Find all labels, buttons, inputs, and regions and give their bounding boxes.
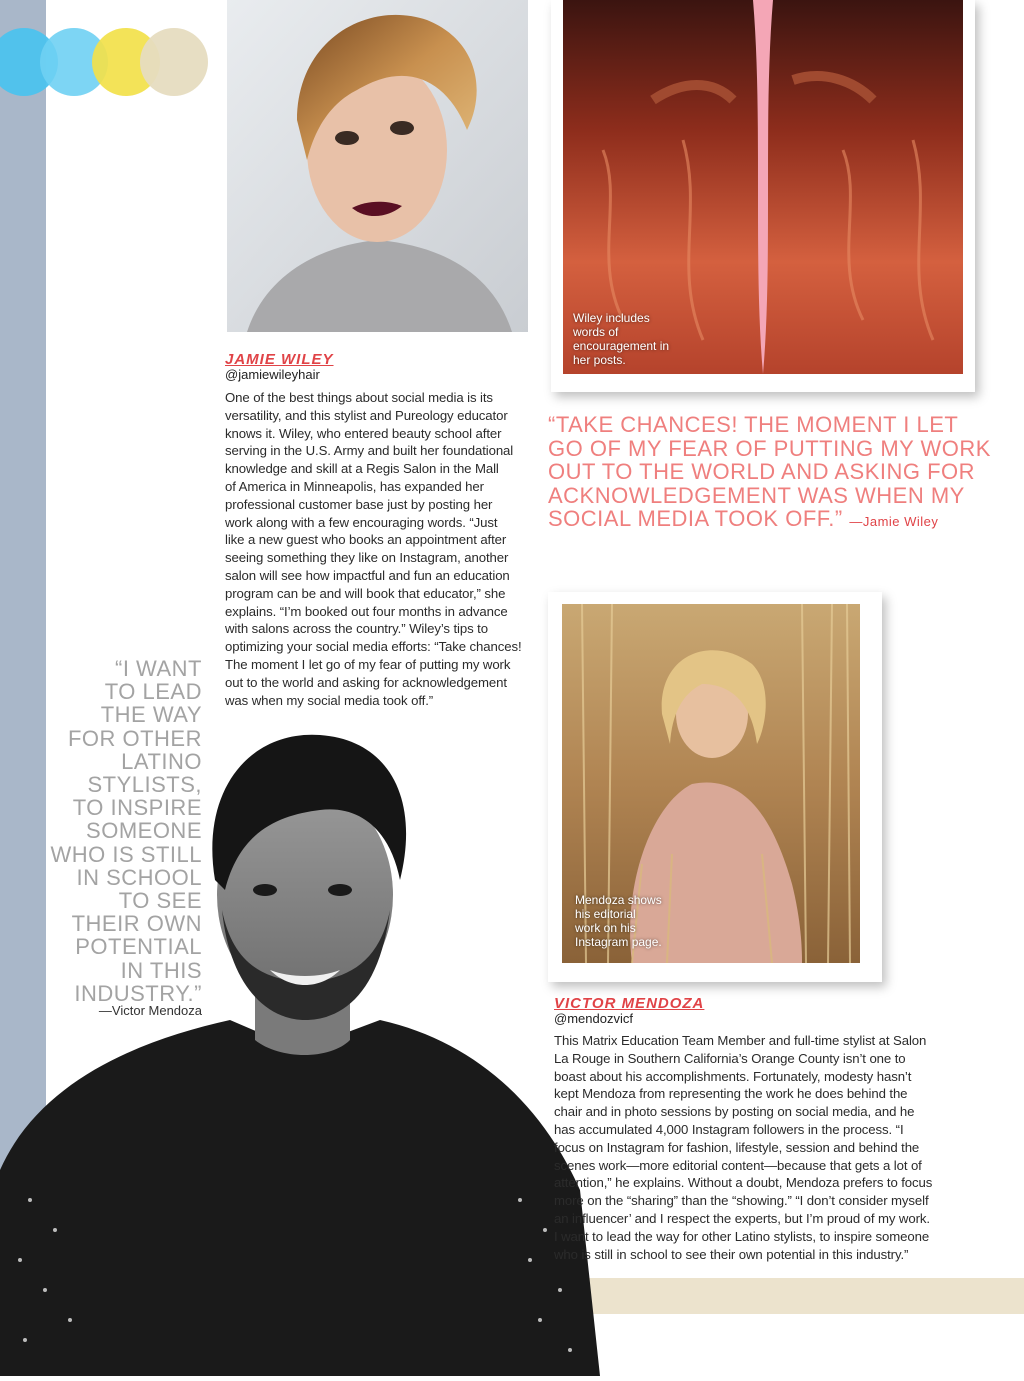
quote-line: ACKNOWLEDGEMENT WAS WHEN MY <box>548 482 965 508</box>
body-line: kept Mendoza from representing the work he does behind the <box>554 1086 908 1102</box>
mendoza-quote-attribution: —Victor Mendoza <box>98 1003 202 1018</box>
caption-line: his editorial <box>575 907 636 921</box>
quote-line: LATINO <box>121 748 202 774</box>
body-line: like a new guest who books an appointment after <box>225 532 507 548</box>
body-line: boast about his accomplishments. Fortunately, modesty hasn’t <box>554 1068 912 1084</box>
body-line: I want to lead the way for other Latino stylists, to inspire someone <box>554 1228 930 1244</box>
quote-line: POTENTIAL <box>75 934 202 960</box>
caption-line: work on his <box>575 921 636 935</box>
caption-line: words of <box>573 325 619 339</box>
quote-line <box>548 507 988 534</box>
body-line: out to the world and asking for acknowledgement <box>225 674 507 690</box>
body-line: has accumulated 4,000 Instagram followers in the process. “I <box>554 1121 904 1137</box>
body-line: more on the “sharing” than the “showing.” “I don’t consider myself <box>554 1193 929 1209</box>
mendoza-name-heading: VICTOR MENDOZA <box>554 995 705 1012</box>
body-line: professional customer base just by posting her <box>225 496 493 512</box>
mendoza-portrait-photo <box>0 720 600 1376</box>
mendoza-handle: @mendozvicf <box>554 1011 633 1026</box>
quote-line: OUT TO THE WORLD AND ASKING FOR <box>548 459 976 484</box>
body-line: One of the best things about social media is its <box>225 390 493 405</box>
mendoza-editorial-photo <box>562 604 860 963</box>
body-line: This Matrix Education Team Member and full-time stylist at Salon <box>554 1033 927 1048</box>
body-line: serving in the U.S. Army and built her foundational <box>225 443 514 459</box>
quote-line: IN THIS <box>120 957 202 983</box>
body-line: chair and in photo sessions by posting on social media, and he <box>554 1104 915 1120</box>
body-line: who is still in school to see their own potential in this industry.” <box>554 1246 909 1262</box>
body-line: attention,” he explains. Without a doubt, Mendoza prefers to focus <box>554 1175 933 1191</box>
body-line: versatility, and this stylist and Pureology educator <box>225 407 508 423</box>
body-line: optimizing your social media efforts: “Take chances! <box>225 639 522 655</box>
body-line: an influencer’ and I respect the experts, but I’m proud of my work. <box>554 1210 930 1226</box>
decorative-circle-beige <box>140 28 208 96</box>
quote-line: “TAKE CHANCES! THE MOMENT I LET <box>548 412 959 437</box>
body-line: scenes work—more editorial content—because that gets a lot of <box>554 1157 922 1173</box>
body-line: knows it. Wiley, who entered beauty school after <box>225 425 502 441</box>
body-line: program can be and will book that educator,” she <box>225 585 506 601</box>
quote-line: STYLISTS, <box>87 772 202 798</box>
body-line: salon will see how impactful and fun an education <box>225 567 510 583</box>
wiley-pull-quote <box>548 412 991 534</box>
body-line: of America in Minneapolis, has expanded her <box>225 478 484 494</box>
quote-line: SOMEONE <box>86 818 202 844</box>
caption-line: encouragement in <box>573 339 670 353</box>
quote-line: INDUSTRY.” <box>74 980 202 1006</box>
quote-last-line: SOCIAL MEDIA TOOK OFF.” <box>548 506 843 531</box>
quote-line: IN SCHOOL <box>76 864 202 890</box>
wiley-name-heading: JAMIE WILEY <box>225 351 334 368</box>
caption-line: Wiley includes <box>573 311 650 325</box>
body-line: explains. “I’m booked out four months in advance <box>225 603 508 619</box>
caption-line: Instagram page. <box>575 935 662 949</box>
body-line: focus on Instagram for fashion, lifestyle, session and behind the <box>554 1139 920 1155</box>
quote-line: THE WAY <box>100 702 202 728</box>
wiley-hair-photo-frame <box>551 0 975 392</box>
wiley-quote-attribution: —Jamie Wiley <box>849 514 939 529</box>
quote-line: GO OF MY FEAR OF PUTTING MY WORK <box>548 435 991 461</box>
caption-line: Mendoza shows <box>575 893 662 907</box>
quote-line: THEIR OWN <box>71 911 202 937</box>
body-line: was when my social media took off.” <box>225 692 434 708</box>
body-line: work along with a few encouraging words. “Just <box>225 514 498 530</box>
quote-line: WHO IS STILL <box>50 841 202 867</box>
body-line: with salons across the country.” Wiley’s tips to <box>225 621 488 637</box>
mendoza-body-text <box>554 1032 974 1263</box>
quote-line: TO LEAD <box>104 679 202 705</box>
body-line: The moment I let go of my fear of putting my work <box>225 656 511 672</box>
wiley-hair-photo <box>563 0 963 374</box>
caption-line: her posts. <box>573 353 626 367</box>
wiley-portrait-photo <box>227 0 528 332</box>
quote-line: FOR OTHER <box>67 725 202 751</box>
wiley-handle: @jamiewileyhair <box>225 367 320 382</box>
wiley-hair-caption <box>573 311 669 367</box>
quote-line: TO SEE <box>118 888 202 914</box>
wiley-body-text <box>225 389 535 709</box>
body-line: knowledge and skill at a Regis Salon in the Mall <box>225 461 499 477</box>
body-line: seeing something they like on Instagram, another <box>225 550 509 566</box>
quote-line: TO INSPIRE <box>72 795 202 821</box>
quote-line: “I WANT <box>115 656 202 681</box>
body-line: La Rouge in Southern California’s Orange County isn’t one to <box>554 1050 906 1066</box>
